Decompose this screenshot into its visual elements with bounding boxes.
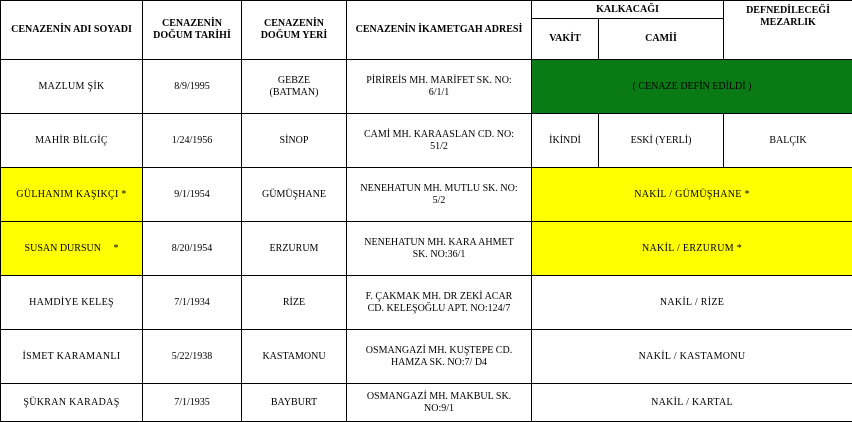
birth-place: GÜMÜŞHANE: [242, 168, 347, 222]
birth-date: 8/9/1995: [143, 60, 242, 114]
deceased-name: GÜLHANIM KAŞIKÇI *: [1, 168, 143, 222]
deceased-name: HAMDİYE KELEŞ: [1, 276, 143, 330]
burial-status: ( CENAZE DEFİN EDİLDİ ): [532, 60, 852, 114]
address: PİRİREİS MH. MARİFET SK. NO: 6/1/1: [347, 60, 532, 114]
table-row: [1, 222, 852, 276]
header-name: CENAZENİN ADI SOYADI: [1, 1, 143, 60]
deceased-name: MAZLUM ŞİK: [1, 60, 143, 114]
deceased-name: ŞÜKRAN KARADAŞ: [1, 384, 143, 422]
birth-place: KASTAMONU: [242, 330, 347, 384]
address: NENEHATUN MH. KARA AHMET SK. NO:36/1: [347, 222, 532, 276]
birth-place: BAYBURT: [242, 384, 347, 422]
deceased-name: MAHİR BİLGİÇ: [1, 114, 143, 168]
burial-status: NAKİL / KARTAL: [532, 384, 852, 422]
address: NENEHATUN MH. MUTLU SK. NO: 5/2: [347, 168, 532, 222]
birth-date: 7/1/1935: [143, 384, 242, 422]
birth-date: 8/20/1954: [143, 222, 242, 276]
deceased-name: SUSAN DURSUN *: [1, 222, 143, 276]
address: F. ÇAKMAK MH. DR ZEKİ ACAR CD. KELEŞOĞLU APT. NO:124/7: [347, 276, 532, 330]
table-row: [1, 168, 852, 222]
birth-date: 5/22/1938: [143, 330, 242, 384]
address: CAMİ MH. KARAASLAN CD. NO: 51/2: [347, 114, 532, 168]
burial-status: NAKİL / ERZURUM *: [532, 222, 852, 276]
header-address: CENAZENİN İKAMETGAH ADRESİ: [347, 1, 532, 60]
birth-place: RİZE: [242, 276, 347, 330]
birth-place: GEBZE (BATMAN): [242, 60, 347, 114]
birth-place: ERZURUM: [242, 222, 347, 276]
deceased-name: İSMET KARAMANLI: [1, 330, 143, 384]
birth-place: SİNOP: [242, 114, 347, 168]
birth-date: 7/1/1934: [143, 276, 242, 330]
table-row: [1, 114, 852, 168]
table-row: [1, 384, 852, 422]
birth-date: 9/1/1954: [143, 168, 242, 222]
burial-status: NAKİL / GÜMÜŞHANE *: [532, 168, 852, 222]
cemetery: BALÇIK: [724, 114, 852, 168]
address: OSMANGAZİ MH. KUŞTEPE CD. HAMZA SK. NO:7/ D4: [347, 330, 532, 384]
header-birth-date: CENAZENİN DOĞUM TARİHİ: [143, 1, 242, 60]
header-camii: CAMİİ: [599, 19, 724, 60]
header-birth-place: CENAZENİN DOĞUM YERİ: [242, 1, 347, 60]
burial-status: NAKİL / KASTAMONU: [532, 330, 852, 384]
table-row: [1, 60, 852, 114]
address: OSMANGAZİ MH. MAKBUL SK. NO:9/1: [347, 384, 532, 422]
header-cemetery: DEFNEDİLECEĞİ MEZARLIK: [724, 1, 852, 60]
burial-status: NAKİL / RİZE: [532, 276, 852, 330]
mosque: ESKİ (YERLİ): [599, 114, 724, 168]
prayer-time: İKİNDİ: [532, 114, 599, 168]
header-kalkacagi: KALKACAĞI: [532, 1, 724, 19]
table-row: [1, 330, 852, 384]
header-vakit: VAKİT: [532, 19, 599, 60]
birth-date: 1/24/1956: [143, 114, 242, 168]
table-row: [1, 276, 852, 330]
